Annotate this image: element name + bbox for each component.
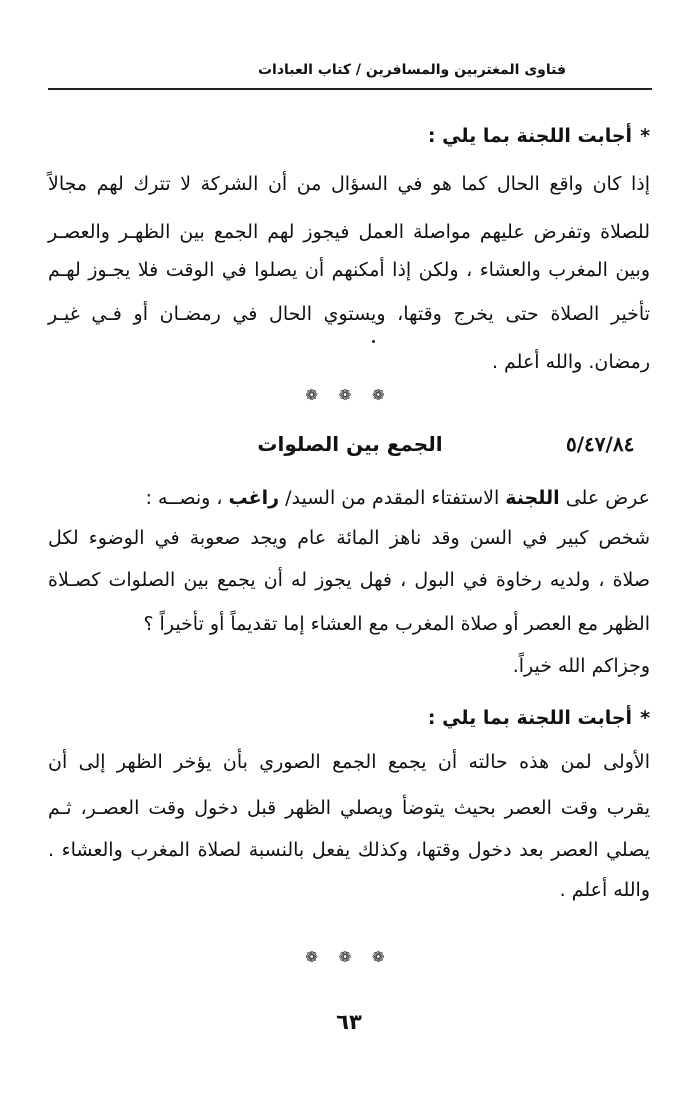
paragraph-line: تأخير الصلاة حتى يخرج وقتها، ويستوي الحال في رمضـان أو فـي غيـر	[48, 303, 650, 325]
page-number: ٦٣	[336, 1010, 362, 1034]
bullet-star: *	[640, 707, 650, 729]
paragraph-line: يصلي العصر بعد دخول وقتها، وكذلك يفعل بالنسبة لصلاة المغرب والعشاء .	[48, 839, 650, 861]
paragraph-line: إذا كان واقع الحال كما هو في السؤال من أن الشركة لا تترك لهم مجالاً	[48, 173, 650, 195]
intro-asker: راغب	[228, 487, 280, 509]
paragraph-line: الأولى لمن هذه حالته أن يجمع الجمع الصوري بأن يؤخر الظهر إلى أن	[48, 751, 650, 773]
question-line: الظهر مع العصر أو صلاة المغرب مع العشاء إما تقديماً أو تأخيراً ؟	[143, 613, 650, 635]
answer-heading-text: أجابت اللجنة بما يلي :	[427, 125, 633, 147]
paragraph-line: رمضان. والله أعلم .	[491, 351, 650, 373]
paragraph-line: يقرب وقت العصر بحيث يتوضأ ويصلي الظهر قبل دخول وقت العصـر، ثـم	[48, 797, 650, 819]
paragraph-line: للصلاة وتفرض عليهم مواصلة العمل فيجوز لهم الجمع بين الظهـر والعصـر	[48, 221, 650, 243]
running-head: فتاوى المغتربين والمسافرين / كتاب العبادات	[257, 62, 567, 78]
question-line: وجزاكم الله خيراً.	[512, 655, 650, 677]
section-ornament: ❁ ❁ ❁	[305, 948, 393, 966]
question-line: شخص كبير في السن وقد ناهز المائة عام ويجد صعوبة في الوضوء لكل	[48, 527, 650, 549]
paragraph-line: وبين المغرب والعشاء ، ولكن إذا أمكنهم أن يصلوا في الوقت فلا يجـوز لهـم	[48, 259, 650, 281]
intro-after: ، ونصــه :	[145, 487, 223, 509]
fatwa-title: الجمع بين الصلوات	[257, 432, 443, 456]
intro-before: عرض على	[565, 487, 650, 509]
paragraph-line: والله أعلم .	[559, 879, 650, 901]
intro-line	[78, 478, 650, 518]
question-line: صلاة ، ولديه رخاوة في البول ، فهل يجوز له أن يجمع بين الصلوات كصـلاة	[48, 569, 650, 591]
bullet-star: *	[640, 125, 650, 147]
answer-heading	[48, 698, 650, 738]
answer-heading-text: أجابت اللجنة بما يلي :	[427, 707, 633, 729]
fatwa-number: ٥/٤٧/٨٤	[566, 432, 635, 456]
intro-committee: اللجنة	[505, 487, 560, 509]
intro-middle: الاستفتاء المقدم من السيد/	[285, 487, 500, 509]
section-ornament: ❁ ❁ ❁	[305, 386, 393, 404]
answer-heading	[48, 116, 650, 156]
header-rule	[48, 88, 652, 90]
